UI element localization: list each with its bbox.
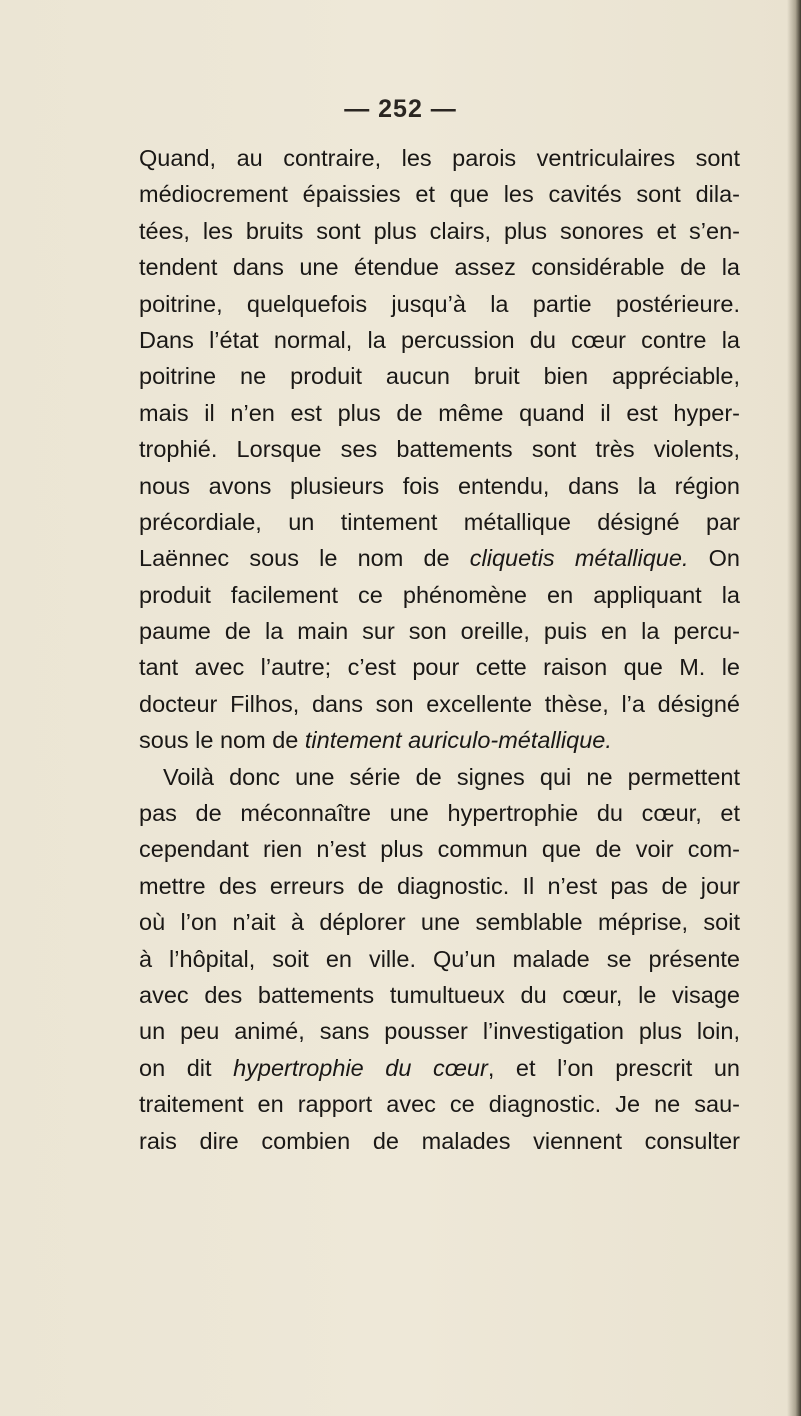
- text-line: [139, 1123, 740, 1159]
- text-line: [139, 686, 740, 722]
- text-line: [139, 1086, 740, 1122]
- text-segment: précordiale, un tintement métallique désigné par: [139, 508, 740, 535]
- text-segment: on dit: [139, 1054, 234, 1081]
- text-line: [139, 577, 740, 613]
- text-line: [139, 176, 740, 212]
- text-segment: On: [688, 545, 740, 572]
- text-segment: Dans l’état normal, la percussion du cœur contre la: [139, 326, 740, 353]
- page-number: — 252 —: [344, 95, 457, 123]
- text-line: [139, 649, 740, 685]
- text-segment: sous le nom de: [139, 727, 305, 754]
- text-segment: mais il n’en est plus de même quand il est hyper-: [139, 399, 740, 426]
- text-line: [139, 759, 740, 795]
- text-line: [139, 504, 740, 540]
- text-line: [139, 941, 740, 977]
- text-segment: paume de la main sur son oreille, puis en la percu-: [139, 618, 740, 645]
- text-line: [139, 868, 740, 904]
- text-segment: un peu animé, sans pousser l’investigation plus loin,: [139, 1018, 740, 1045]
- text-segment: trophié. Lorsque ses battements sont très violents,: [139, 436, 740, 463]
- text-segment: où l’on n’ait à déplorer une semblable méprise, soit: [139, 909, 740, 936]
- text-segment: mettre des erreurs de diagnostic. Il n’est pas de jour: [139, 872, 740, 899]
- text-line: [139, 540, 740, 576]
- italic-text: cliquetis métallique.: [469, 545, 689, 572]
- text-segment: tant avec l’autre; c’est pour cette raison que M. le: [139, 654, 740, 681]
- text-line: [139, 322, 740, 358]
- text-line: [139, 286, 740, 322]
- text-segment: poitrine ne produit aucun bruit bien appréciable,: [139, 363, 740, 390]
- text-segment: Quand, au contraire, les parois ventriculaires sont: [139, 145, 740, 171]
- text-segment: pas de méconnaître une hypertrophie du cœur, et: [139, 800, 740, 827]
- text-line: [139, 904, 740, 940]
- text-segment: à l’hôpital, soit en ville. Qu’un malade se présente: [139, 945, 740, 972]
- text-line: [139, 395, 740, 431]
- text-segment: nous avons plusieurs fois entendu, dans la région: [139, 472, 740, 499]
- page-edge-shadow: [787, 0, 801, 1416]
- text-segment: poitrine, quelquefois jusqu’à la partie postérieure.: [139, 290, 740, 317]
- text-line: [139, 977, 740, 1013]
- text-line: [139, 431, 740, 467]
- text-segment: , et l’on prescrit un: [487, 1054, 740, 1081]
- italic-text: hypertrophie du cœur: [233, 1054, 488, 1081]
- text-segment: Laënnec sous le nom de: [139, 545, 470, 572]
- text-line: [139, 249, 740, 285]
- text-segment: produit facilement ce phénomène en appliquant la: [139, 581, 740, 608]
- text-segment: cependant rien n’est plus commun que de voir com-: [139, 836, 740, 863]
- italic-text: tintement auriculo-métallique.: [304, 727, 612, 754]
- text-line: [139, 140, 740, 176]
- text-line: [139, 1050, 740, 1086]
- text-line: [139, 358, 740, 394]
- body-text: [139, 140, 740, 1159]
- text-segment: docteur Filhos, dans son excellente thèse, l’a désigné: [139, 690, 740, 717]
- text-line: [139, 795, 740, 831]
- text-line: [139, 613, 740, 649]
- text-segment: tendent dans une étendue assez considérable de la: [139, 254, 740, 281]
- text-line: [139, 468, 740, 504]
- text-line: [139, 1013, 740, 1049]
- text-segment: avec des battements tumultueux du cœur, le visage: [139, 981, 740, 1008]
- text-segment: rais dire combien de malades viennent consulter: [139, 1127, 740, 1154]
- text-line: [139, 213, 740, 249]
- text-segment: tées, les bruits sont plus clairs, plus sonores et s’en-: [139, 217, 740, 244]
- text-line: [139, 722, 740, 758]
- text-segment: traitement en rapport avec ce diagnostic. Je ne sau-: [139, 1091, 740, 1118]
- text-segment: Voilà donc une série de signes qui ne permettent: [163, 763, 740, 790]
- text-line: [139, 831, 740, 867]
- text-segment: médiocrement épaissies et que les cavités sont dila-: [139, 181, 740, 208]
